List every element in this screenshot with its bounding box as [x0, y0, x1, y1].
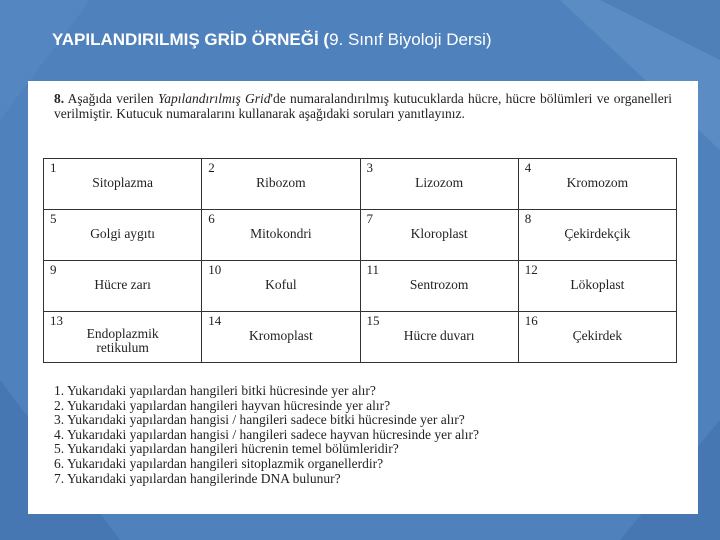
grid-row: [44, 312, 677, 363]
slide-title-rest: 9. Sınıf Biyoloji Dersi): [329, 30, 492, 49]
grid-cell-number: 10: [208, 262, 222, 277]
intro-text-after: 'de numaralandırılmış kutucuklarda hücre, hücre bölümleri ve organelleri verilmiştir. Kutucuk numaralarını kullanarak aşağıdaki soruları yanıtlayınız.: [54, 91, 672, 121]
slide-title-bold: YAPILANDIRILMIŞ GRİD ÖRNEĞİ (: [52, 30, 330, 49]
question-item: 1. Yukarıdaki yapılardan hangileri bitki hücresinde yer alır?: [54, 383, 376, 398]
grid-cell: [360, 210, 518, 261]
grid-cell: [202, 261, 360, 312]
grid-cell-name: Lizozom: [415, 175, 464, 190]
question-item: 5. Yukarıdaki yapılardan hangileri hücrenin temel bölümleridir?: [54, 441, 399, 457]
grid-cell-number: 14: [208, 313, 222, 328]
grid-cell: [44, 210, 202, 261]
structured-grid: [43, 158, 677, 363]
grid-cell-number: 12: [524, 262, 538, 277]
grid-cell-number: 6: [208, 211, 215, 226]
question-item: 3. Yukarıdaki yapılardan hangisi / hangileri sadece bitki hücresinde yer alır?: [54, 412, 465, 428]
grid-cell-name: Koful: [265, 277, 297, 292]
grid-cell: [518, 210, 676, 261]
grid-cell-number: 9: [50, 262, 57, 277]
grid-cell: [518, 312, 676, 363]
grid-row: [44, 210, 677, 261]
grid-cell-number: 3: [366, 160, 373, 175]
grid-cell-number: 1: [50, 160, 57, 175]
grid-cell-number: 7: [366, 211, 373, 226]
grid-cell-number: 2: [208, 160, 215, 175]
grid-cell: [518, 159, 676, 210]
question-item: 6. Yukarıdaki yapılardan hangileri sitoplazmik organellerdir?: [54, 455, 384, 471]
grid-cell-name: Çekirdekçik: [564, 226, 631, 241]
grid-cell-name: Hücre zarı: [94, 277, 151, 292]
grid-cell-number: 4: [524, 160, 532, 175]
intro-text-before: Aşağıda verilen: [64, 91, 158, 106]
grid-cell: [360, 159, 518, 210]
grid-cell: [360, 261, 518, 312]
question-list: [54, 384, 694, 486]
grid-cell: [360, 312, 518, 363]
grid-cell-number: 15: [366, 313, 380, 328]
grid-cell-number: 13: [50, 313, 63, 328]
grid-cell-name: Ribozom: [256, 175, 306, 190]
grid-cell-number: 16: [524, 313, 538, 328]
grid-cell: [202, 159, 360, 210]
grid-cell-name: Lökoplast: [570, 277, 625, 292]
question-item: 7. Yukarıdaki yapılardan hangilerinde DNA bulunur?: [54, 470, 341, 486]
grid-cell-name: Kromoplast: [249, 328, 313, 343]
scanned-worksheet: [28, 81, 698, 514]
intro-text-italic: Yapılandırılmış Grid: [157, 91, 271, 106]
grid-cell-name: Kromozom: [566, 175, 629, 190]
question-item: 4. Yukarıdaki yapılardan hangisi / hangileri sadece hayvan hücresinde yer alır?: [54, 426, 479, 442]
question-intro: [54, 92, 672, 121]
grid-cell: [44, 261, 202, 312]
grid-cell-name: Sentrozom: [409, 277, 469, 292]
grid-cell: [44, 159, 202, 210]
grid-cell: [202, 210, 360, 261]
grid-cell-name: Kloroplast: [410, 226, 468, 241]
grid-cell-number: 8: [524, 211, 532, 226]
grid-cell-name: Endoplazmik retikulum: [86, 326, 159, 355]
question-item: 2. Yukarıdaki yapılardan hangileri hayvan hücresinde yer alır?: [54, 397, 391, 413]
grid-cell: [518, 261, 676, 312]
grid-row: [44, 159, 677, 210]
grid-cell-number: 5: [50, 211, 57, 226]
question-number: 8.: [54, 91, 65, 106]
grid-cell-name: Mitokondri: [250, 226, 312, 241]
grid-cell-name: Çekirdek: [572, 328, 623, 343]
grid-cell: [44, 312, 202, 363]
grid-row: [44, 261, 677, 312]
grid-cell-name: Sitoplazma: [92, 175, 153, 190]
grid-cell-name: Golgi aygıtı: [90, 226, 156, 241]
grid-cell-number: 11: [366, 262, 380, 277]
slide-title: [52, 30, 492, 50]
grid-cell-name: Hücre duvarı: [403, 328, 475, 343]
grid-cell: [202, 312, 360, 363]
